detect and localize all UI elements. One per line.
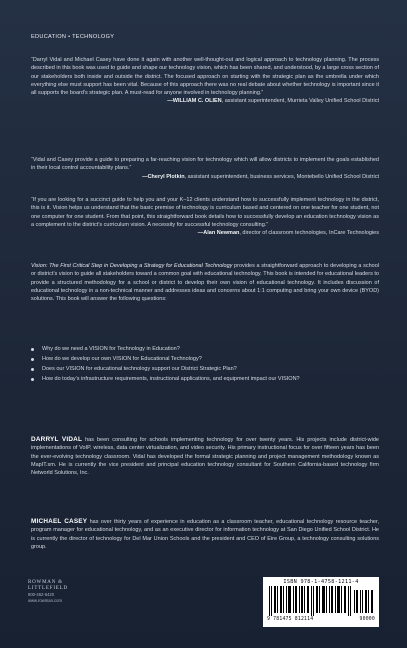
- endorsement-text: “Darryl Vidal and Michael Casey have done it again with another well-thought-out and logical approach to technology planning. The process described in this book was used to guide and shape our technology vision, which has been shared, and understood, by a large cross section of our stakeholders both inside and outside the district. The focused approach on starting with the strategic plan as the umbrella under which everything else must support has been vital. Because of this approach there was no real debate about whether technology is important since it all supports the board’s strategic plan. A must-read for anyone involved in technology planning.”: [31, 57, 379, 97]
- endorsement-attribution: [31, 173, 379, 181]
- endorsement-author: —WILLIAM C. OLIEN: [167, 98, 222, 105]
- list-item: How do we develop our own VISION for Educational Technology?: [31, 354, 379, 364]
- publisher-block: [28, 580, 98, 603]
- questions-list: [31, 344, 379, 384]
- endorsement-role: , director of classroom technologies, InCare Technologies: [239, 230, 379, 237]
- list-item: Does our VISION for educational technology support our District Strategic Plan?: [31, 364, 379, 374]
- barcode-digits: 9 781475 812114 90000: [267, 617, 375, 622]
- publisher-logo-line2: LITTLEFIELD: [28, 586, 68, 591]
- endorsement-2: [31, 156, 379, 181]
- book-title: Vision: The First Critical Step in Developing a Strategy for Educational Technology: [31, 263, 233, 269]
- barcode-addon: 90000: [359, 617, 375, 622]
- isbn-barcode: [263, 577, 379, 627]
- bullet-icon: [31, 358, 34, 361]
- endorsement-attribution: [31, 229, 379, 237]
- endorsement-3: [31, 196, 379, 237]
- isbn-text: ISBN 978-1-4758-1211-4: [283, 579, 359, 585]
- bio-text: has been consulting for schools implementing technology for over twenty years. His projects include district-wide implementations of VoIP, wireless, data center virtualization, and video security. His primary instructional focus for over fifteen years has been the ever-evolving technology classroom. Vidal has developed the formal strategic planning and project management methodology known as MapIT.sm. He is currently the vice president and principal education technology consultant for Southern California-based technology firm Networld Solutions, Inc.: [31, 437, 379, 477]
- bio-text: has over thirty years of experience in education as a classroom teacher, educational technology resource teacher, program manager for educational technology, and as an executive director for information technology at San Diego Unified School District. He is currently the director of technology for Del Mar Union Schools and the president and CEO of Eire Group, a technology consulting solutions group.: [31, 519, 380, 550]
- publisher-phone: 800-462-6420: [28, 592, 55, 597]
- subject-category: EDUCATION • TECHNOLOGY: [31, 34, 115, 40]
- bullet-icon: [31, 368, 34, 371]
- book-description: [31, 262, 379, 303]
- publisher-logo-line1: ROWMAN &: [28, 580, 63, 585]
- description-body: provides a straightforward approach to developing a school or district’s vision to guide all stakeholders toward a common goal with educational technology. This book is intended for educational leaders to provide a structured methodology for a school or district to develop their own vision of educational technology. It includes discussion of educational technology in a non-technical manner and addresses ideas and concerns about 1:1 computing and bring your own device (BYOD) solutions. This book will answer the following questions:: [31, 263, 379, 303]
- endorsement-1: [31, 56, 379, 106]
- author-name: DARRYL VIDAL: [31, 436, 83, 443]
- endorsement-attribution: [31, 97, 379, 105]
- publisher-url: www.rowman.com: [28, 597, 62, 603]
- endorsement-author: —Alan Newman: [197, 230, 240, 237]
- endorsement-text: “If you are looking for a succinct guide to help you and your K–12 clients understand how to successfully implement technology in the district, this is it. Vision helps us understand that the basic premise of technology is curriculum based and centered on one teacher for one student, not one computer for one student. From that point, this straightforward book details how to successfully develop an education technology vision as a complement to the district’s curriculum vision. A necessity for successful technology consulting.”: [31, 197, 379, 228]
- list-item: How do today’s infrastructure requirements, instructional applications, and equipment impact our VISION?: [31, 374, 379, 384]
- bullet-icon: [31, 348, 34, 351]
- author-name: MICHAEL CASEY: [31, 518, 88, 525]
- barcode-icon: [267, 586, 375, 616]
- author-bio-vidal: [31, 436, 379, 477]
- endorsement-role: , assistant superintendent, Murrieta Valley Unified School District: [221, 98, 379, 105]
- endorsement-author: —Cheryl Plotkin: [142, 173, 185, 180]
- endorsement-text: “Vidal and Casey provide a guide to preparing a far-reaching vision for technology which will allow districts to implement the goals established in their local control accountability plans.”: [31, 157, 379, 172]
- bullet-icon: [31, 378, 34, 381]
- endorsement-role: , assistant superintendent, business services, Montebello Unified School District: [184, 173, 379, 180]
- list-item: Why do we need a VISION for Technology in Education?: [31, 344, 379, 354]
- author-bio-casey: [31, 518, 379, 551]
